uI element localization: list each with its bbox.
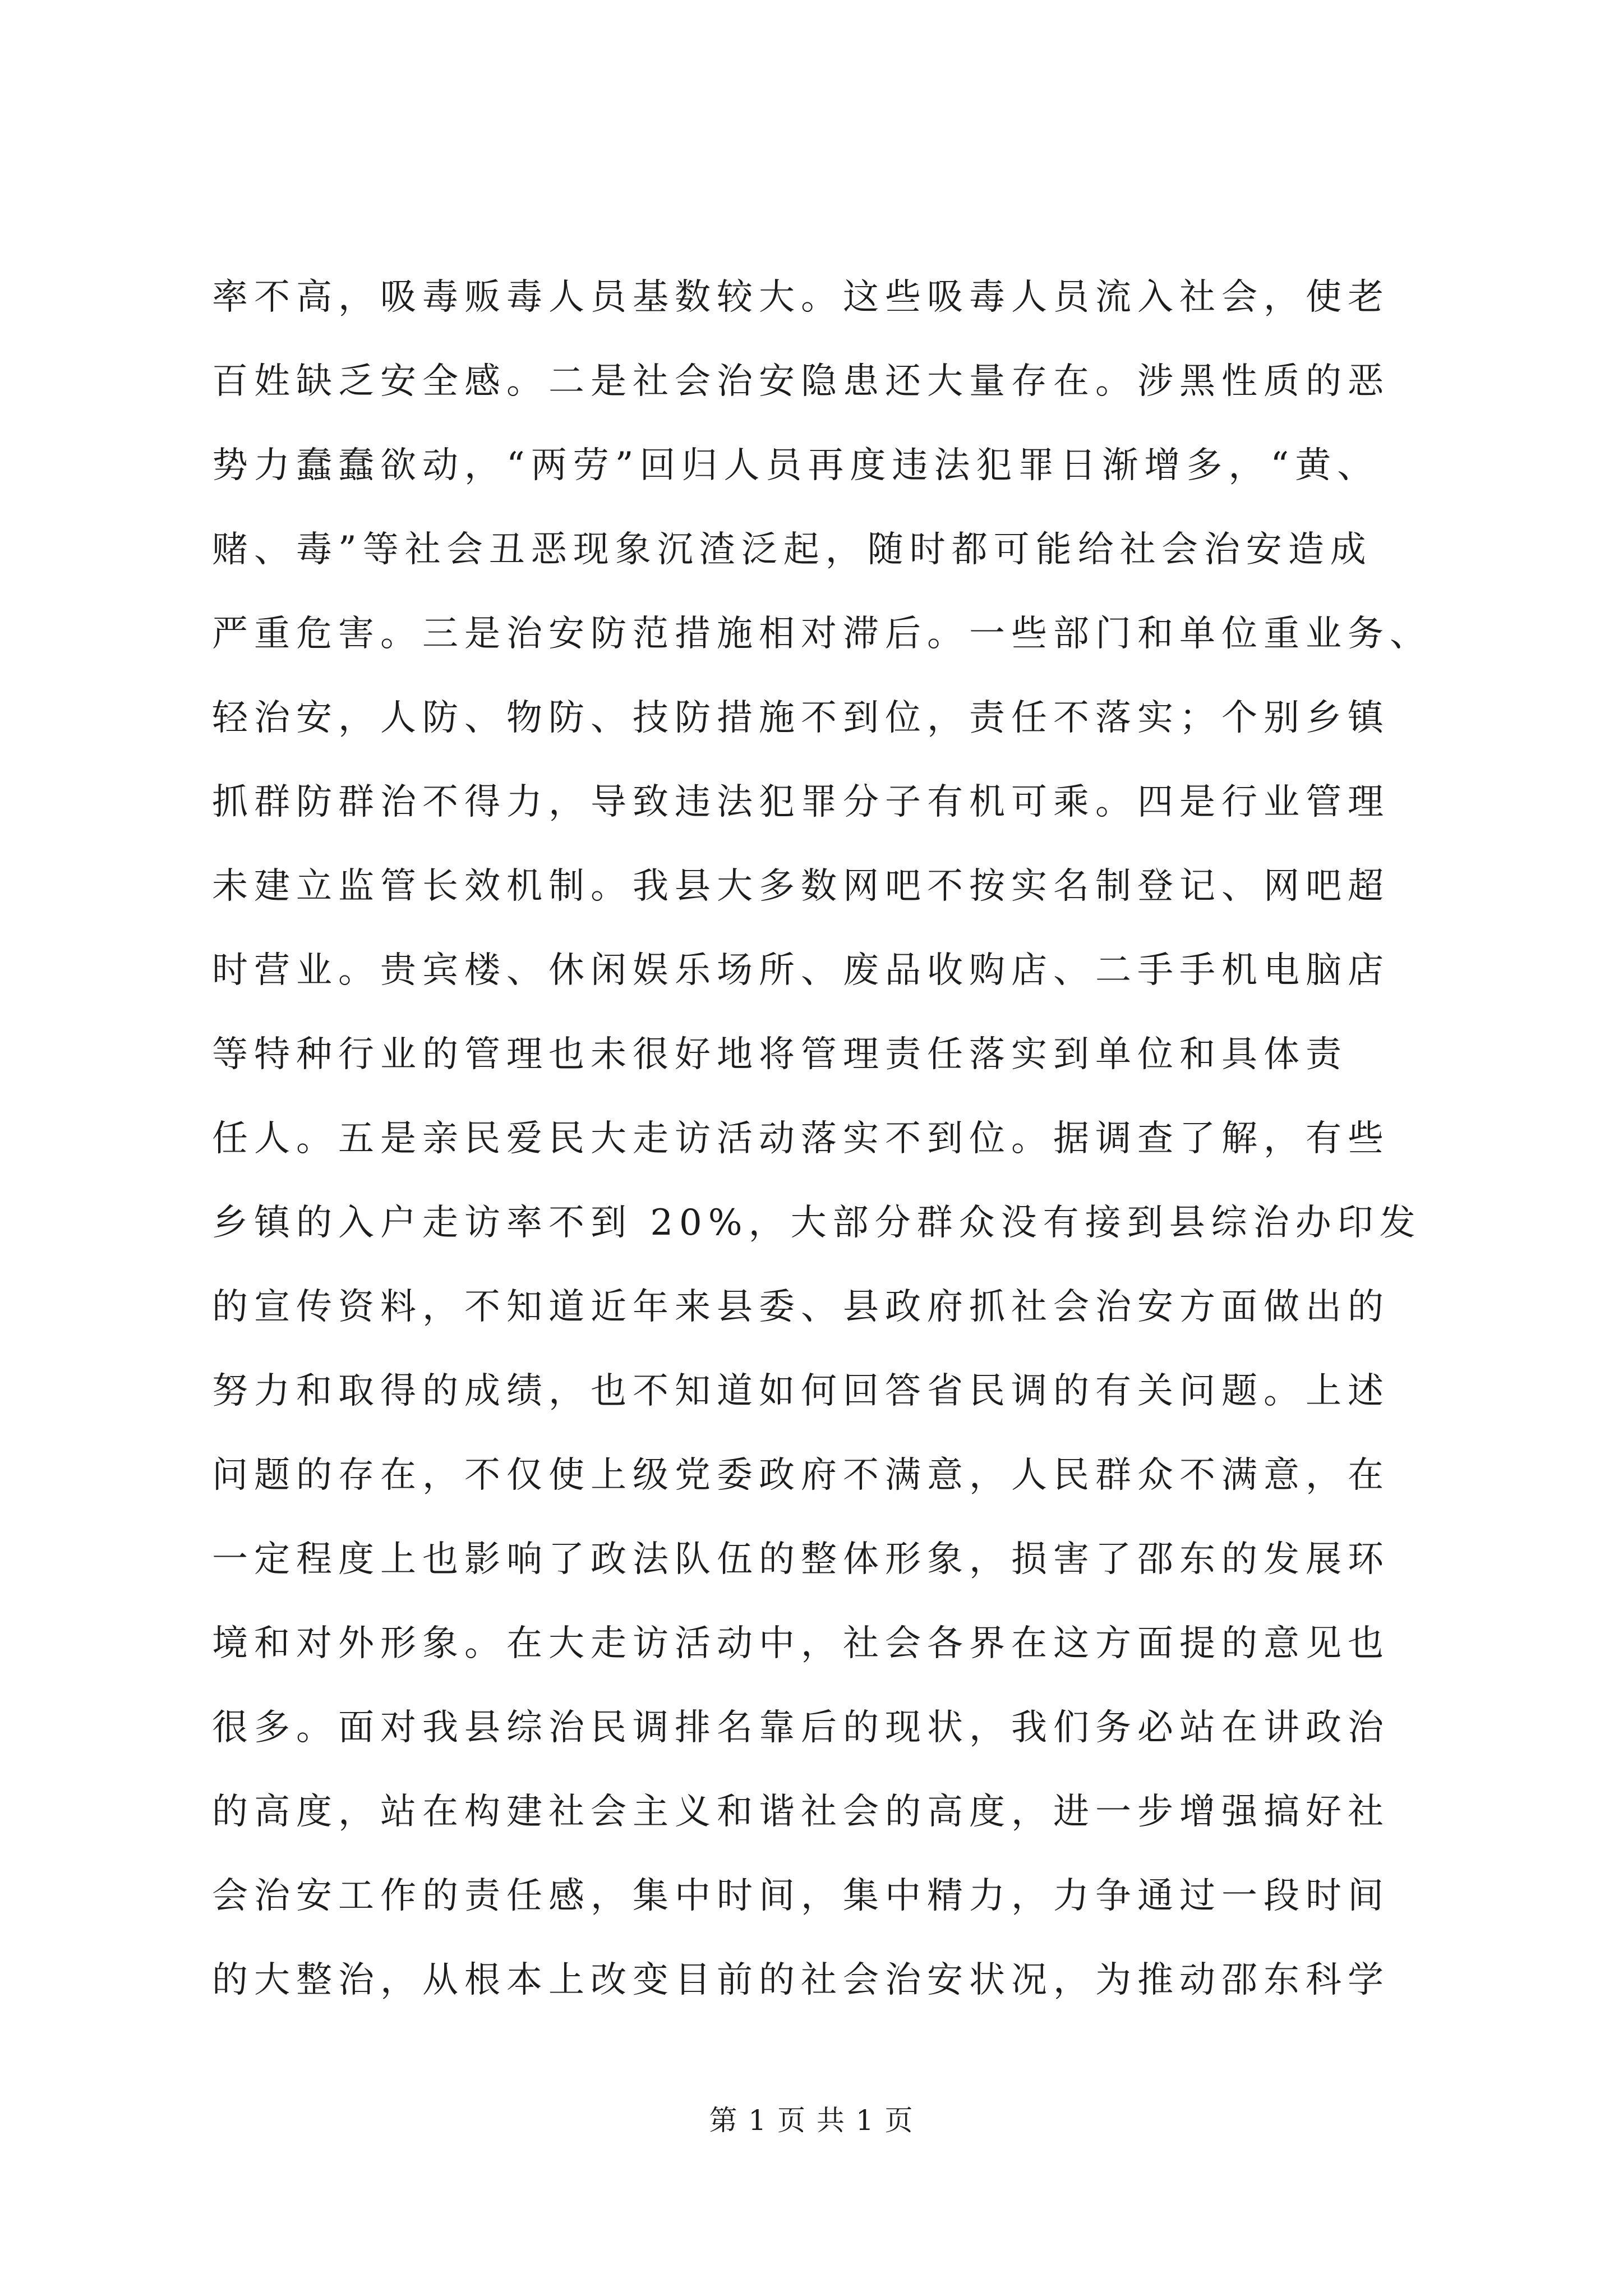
text-line: 一定程度上也影响了政法队伍的整体形象，损害了邵东的发展环: [212, 1539, 1390, 1580]
text-line: 的宣传资料，不知道近年来县委、县政府抓社会治安方面做出的: [212, 1286, 1390, 1328]
text-line: 赌、毒”等社会丑恶现象沉渣泛起，随时都可能给社会治安造成: [212, 529, 1372, 570]
text-line: 未建立监管长效机制。我县大多数网吧不按实名制登记、网吧超: [212, 866, 1390, 907]
text-line: 百姓缺乏安全感。二是社会治安隐患还大量存在。涉黑性质的恶: [212, 361, 1390, 402]
text-line: 乡镇的入户走访率不到 20%，大部分群众没有接到县综治办印发: [212, 1202, 1422, 1244]
text-line: 严重危害。三是治安防范措施相对滞后。一些部门和单位重业务、: [212, 613, 1432, 655]
text-line: 轻治安，人防、物防、技防措施不到位，责任不落实；个别乡镇: [212, 697, 1390, 739]
text-line: 等特种行业的管理也未很好地将管理责任落实到单位和具体责: [212, 1034, 1348, 1075]
page-footer: 第 1 页 共 1 页: [709, 2104, 914, 2137]
text-line: 的高度，站在构建社会主义和谐社会的高度，进一步增强搞好社: [212, 1791, 1390, 1833]
text-line: 境和对外形象。在大走访活动中，社会各界在这方面提的意见也: [212, 1623, 1390, 1664]
text-line: 率不高，吸毒贩毒人员基数较大。这些吸毒人员流入社会，使老: [212, 277, 1390, 318]
text-line: 时营业。贵宾楼、休闲娱乐场所、废品收购店、二手手机电脑店: [212, 950, 1390, 991]
text-line: 努力和取得的成绩，也不知道如何回答省民调的有关问题。上述: [212, 1370, 1390, 1412]
text-line: 的大整治，从根本上改变目前的社会治安状况，为推动邵东科学: [212, 1959, 1390, 2001]
text-line: 问题的存在，不仅使上级党委政府不满意，人民群众不满意，在: [212, 1455, 1390, 1496]
text-line: 势力蠢蠢欲动，“两劳”回归人员再度违法犯罪日渐增多，“黄、: [212, 445, 1380, 486]
text-line: 任人。五是亲民爱民大走访活动落实不到位。据调查了解，有些: [212, 1118, 1390, 1159]
text-line: 抓群防群治不得力，导致违法犯罪分子有机可乘。四是行业管理: [212, 781, 1390, 823]
text-line: 很多。面对我县综治民调排名靠后的现状，我们务必站在讲政治: [212, 1707, 1390, 1749]
text-line: 会治安工作的责任感，集中时间，集中精力，力争通过一段时间: [212, 1875, 1390, 1917]
body-text: [212, 255, 1432, 2022]
